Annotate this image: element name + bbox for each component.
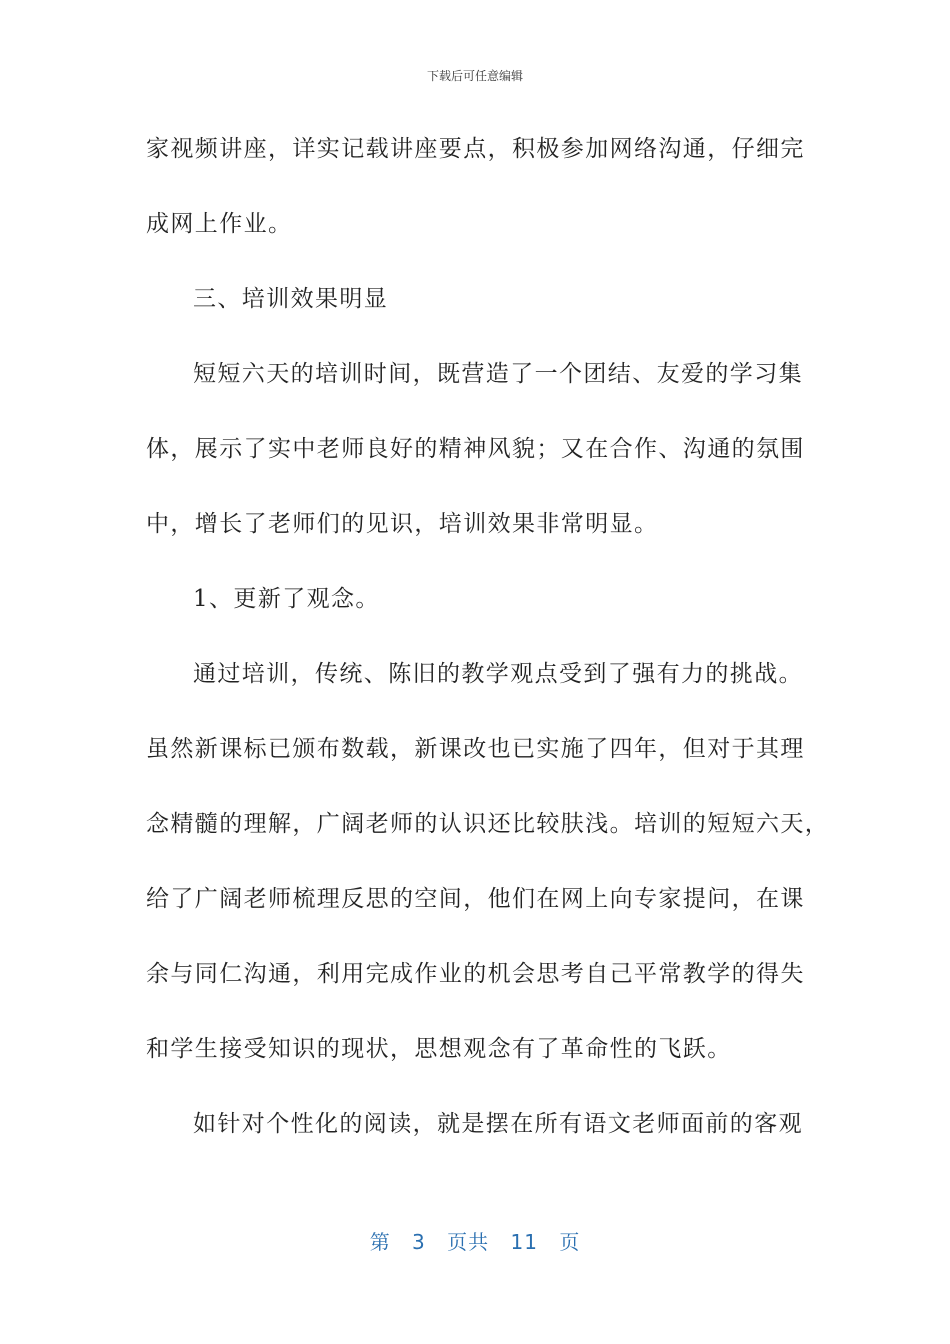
text-line: 和学生接受知识的现状，思想观念有了革命性的飞跃。 — [146, 1036, 732, 1062]
text-line: 念精髓的理解，广阔老师的认识还比较肤浅。培训的短短六天， — [146, 811, 830, 837]
text-line: 短短六天的培训时间，既营造了一个团结、友爱的学习集 — [193, 361, 803, 387]
page-footer — [0, 1226, 950, 1255]
text-line: 给了广阔老师梳理反思的空间，他们在网上向专家提问，在课 — [146, 886, 805, 912]
text-line: 通过培训，传统、陈旧的教学观点受到了强有力的挑战。 — [193, 661, 803, 687]
text-line: 余与同仁沟通，利用完成作业的机会思考自己平常教学的得失 — [146, 961, 805, 987]
section-heading: 三、培训效果明显 — [193, 286, 389, 312]
text-line: 中，增长了老师们的见识，培训效果非常明显。 — [146, 511, 659, 537]
text-line: 体，展示了实中老师良好的精神风貌；又在合作、沟通的氛围 — [146, 436, 805, 462]
footer-prefix: 第 — [369, 1230, 391, 1254]
footer-current-page: 3 — [412, 1230, 426, 1254]
page-header-note: 下载后可任意编辑 — [426, 69, 523, 83]
footer-middle: 页共 — [447, 1230, 490, 1254]
footer-total-pages: 11 — [510, 1230, 538, 1254]
subsection-heading: 1、更新了观念。 — [193, 586, 380, 612]
text-line: 家视频讲座，详实记载讲座要点，积极参加网络沟通，仔细完 — [146, 136, 805, 162]
text-line: 虽然新课标已颁布数载，新课改也已实施了四年，但对于其理 — [146, 736, 805, 762]
text-line: 如针对个性化的阅读，就是摆在所有语文老师面前的客观 — [193, 1111, 803, 1137]
footer-suffix: 页 — [559, 1230, 581, 1254]
text-line: 成网上作业。 — [146, 211, 293, 237]
